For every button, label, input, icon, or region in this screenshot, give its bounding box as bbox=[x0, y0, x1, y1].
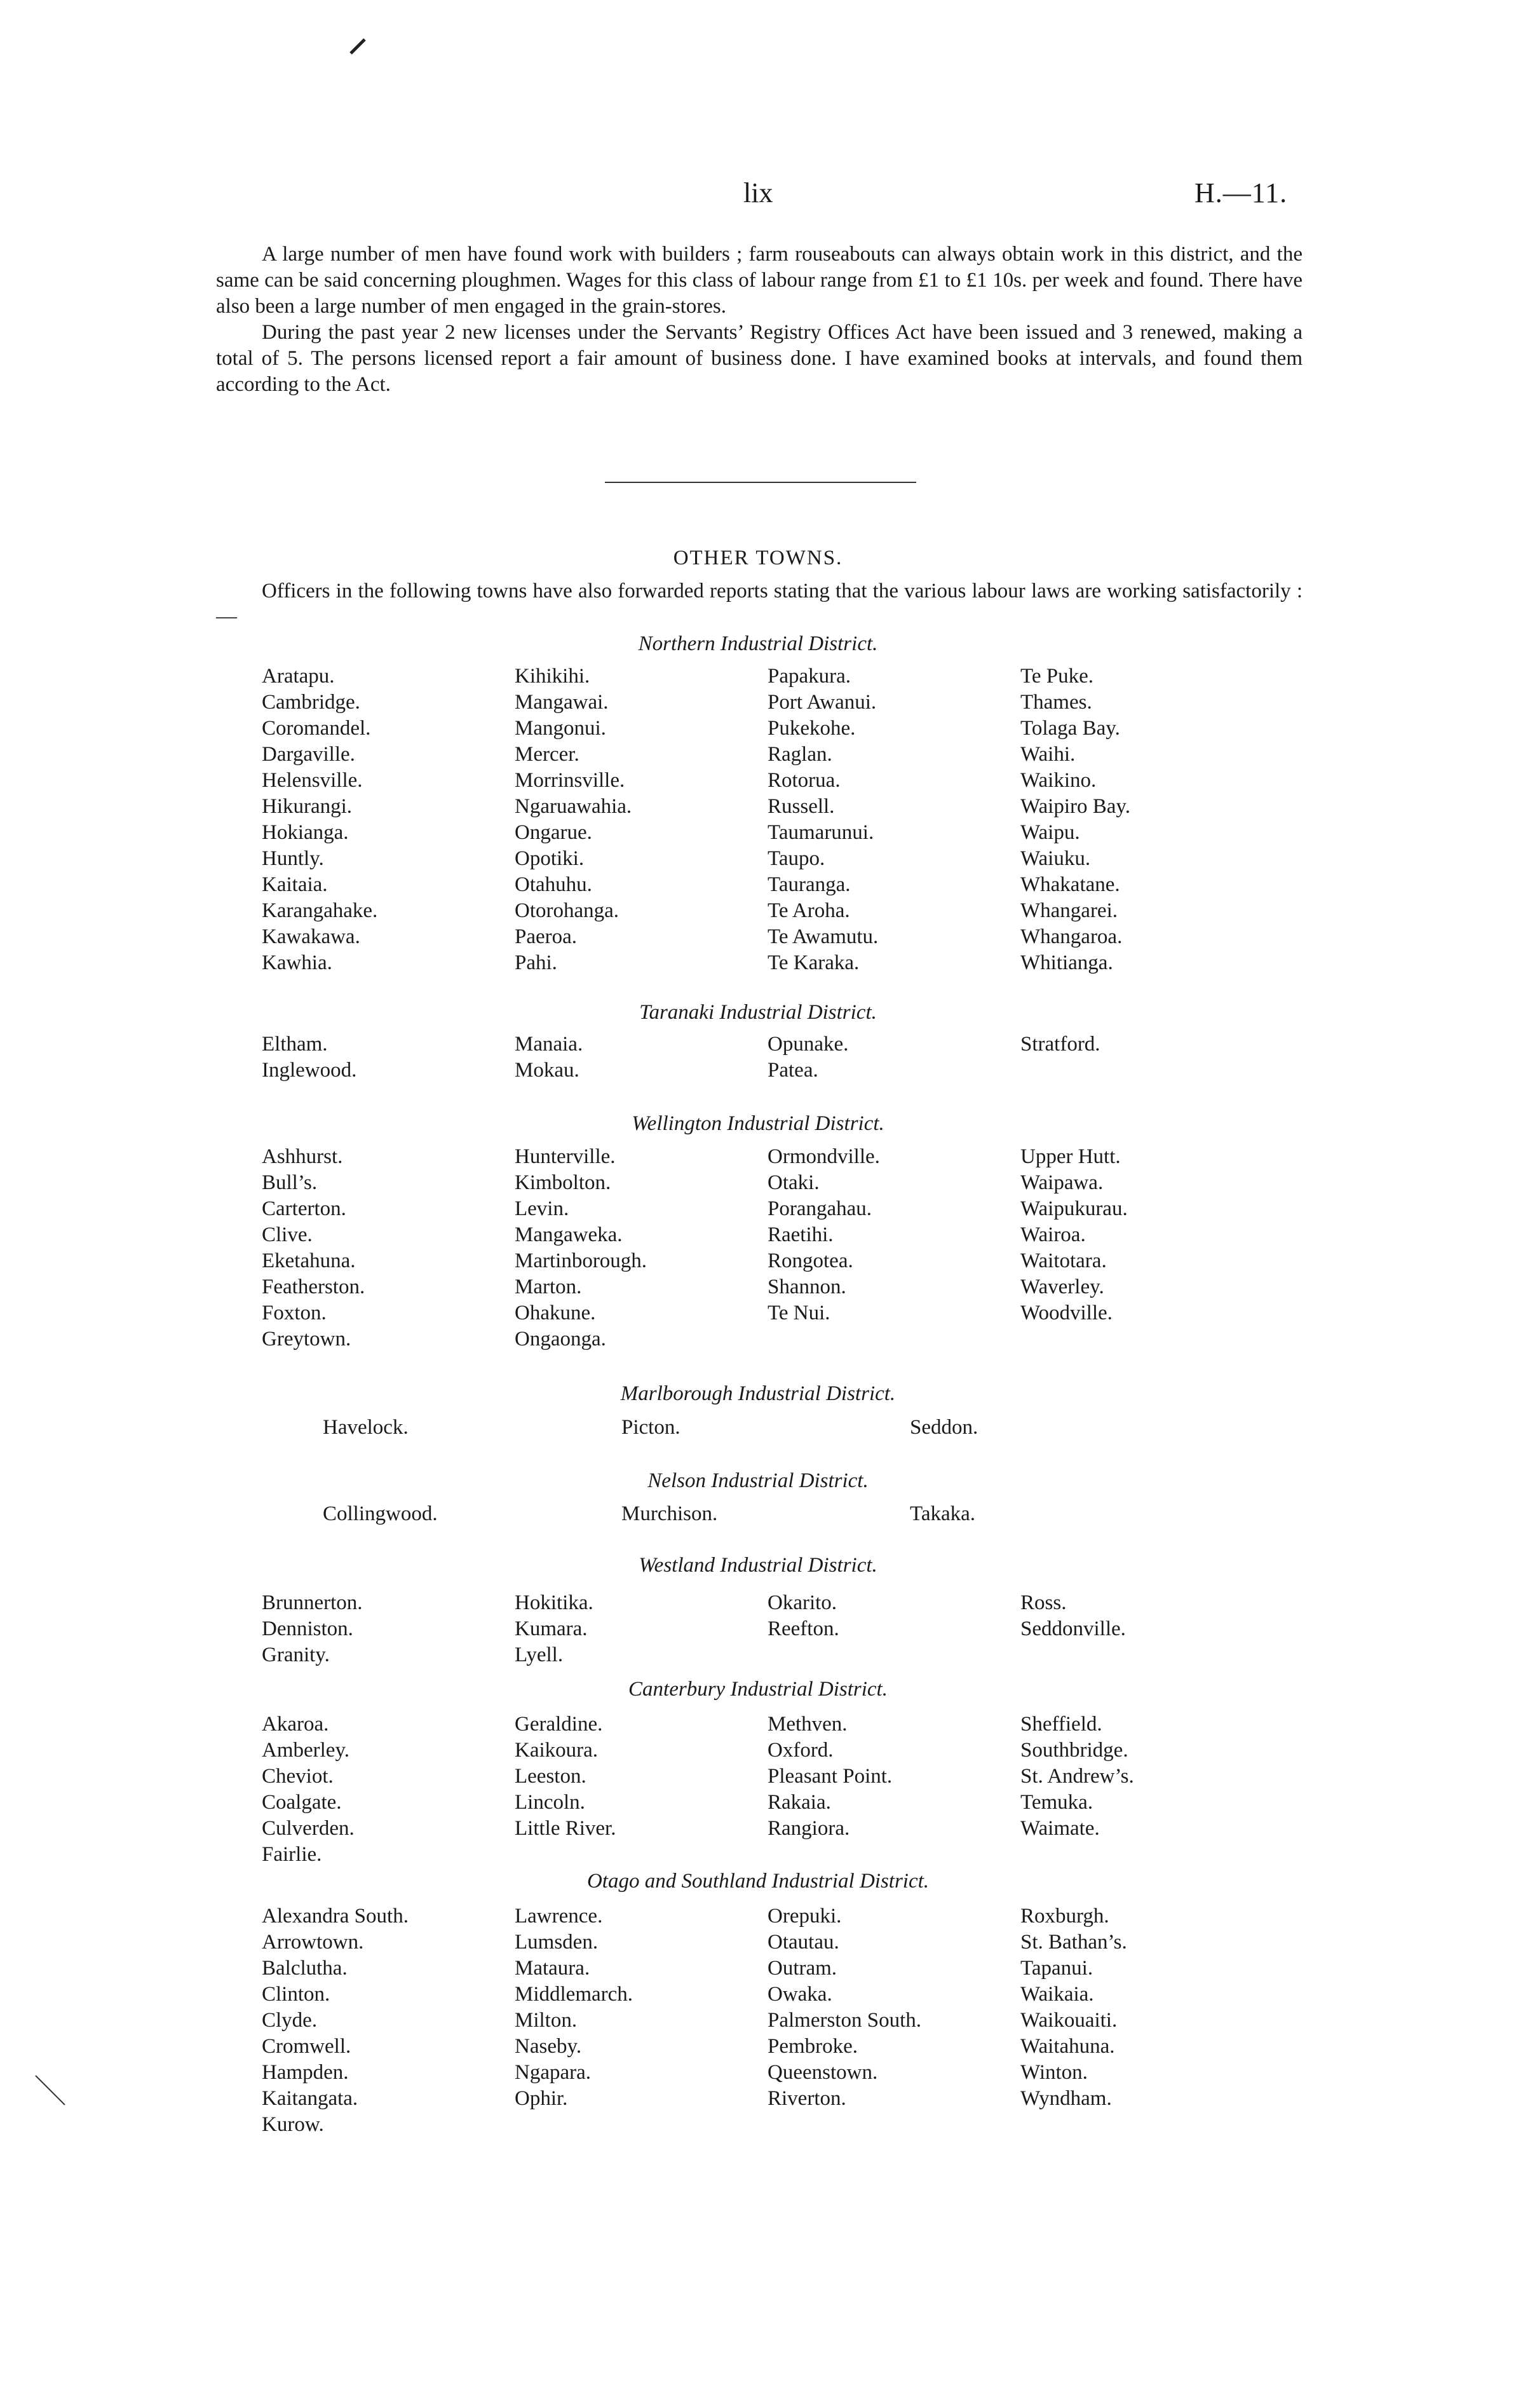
town-name: Helensville. bbox=[262, 769, 363, 792]
town-name: Lyell. bbox=[515, 1643, 564, 1666]
town-name: Levin. bbox=[515, 1197, 569, 1220]
town-name: Ross. bbox=[1020, 1591, 1067, 1614]
town-name: Balclutha. bbox=[262, 1957, 348, 1980]
town-name: Pahi. bbox=[515, 951, 557, 974]
town-name: Taupo. bbox=[768, 847, 825, 870]
town-name: St. Andrew’s. bbox=[1020, 1765, 1134, 1788]
town-name: Orepuki. bbox=[768, 1905, 842, 1928]
town-name: Milton. bbox=[515, 2009, 578, 2032]
town-name: Havelock. bbox=[323, 1416, 409, 1439]
town-name: Mangonui. bbox=[515, 717, 606, 740]
town-name: Clive. bbox=[262, 1223, 313, 1246]
town-name: Middlemarch. bbox=[515, 1983, 633, 2006]
town-name: Mokau. bbox=[515, 1059, 579, 1082]
town-name: Geraldine. bbox=[515, 1713, 603, 1736]
district-heading-wellington: Wellington Industrial District. bbox=[632, 1112, 884, 1135]
town-name: Ngaruawahia. bbox=[515, 795, 632, 818]
town-name: Alexandra South. bbox=[262, 1905, 409, 1928]
town-name: Coalgate. bbox=[262, 1791, 342, 1814]
town-name: Waikouaiti. bbox=[1020, 2009, 1118, 2032]
town-name: Otautau. bbox=[768, 1931, 839, 1954]
town-name: Hunterville. bbox=[515, 1145, 616, 1168]
town-name: Waitotara. bbox=[1020, 1249, 1107, 1272]
town-name: Waimate. bbox=[1020, 1817, 1100, 1840]
town-column bbox=[1020, 1903, 1262, 2112]
district-heading-canterbury: Canterbury Industrial District. bbox=[628, 1678, 888, 1701]
section-intro bbox=[216, 578, 1303, 629]
town-name: Cambridge. bbox=[262, 691, 360, 714]
town-name: Collingwood. bbox=[323, 1502, 438, 1525]
town-name: Te Nui. bbox=[768, 1302, 830, 1324]
town-column bbox=[515, 1903, 756, 2112]
document-reference: H.—11. bbox=[1195, 177, 1288, 208]
scan-mark-left bbox=[32, 2072, 70, 2110]
town-name: Pukekohe. bbox=[768, 717, 856, 740]
town-column bbox=[1020, 1144, 1262, 1326]
town-name: Whangarei. bbox=[1020, 899, 1118, 922]
town-column bbox=[515, 1031, 756, 1084]
town-name: Greytown. bbox=[262, 1328, 351, 1350]
section-divider bbox=[605, 482, 916, 483]
town-name: Waverley. bbox=[1020, 1275, 1104, 1298]
town-name: Cromwell. bbox=[262, 2035, 351, 2058]
town-name: Opotiki. bbox=[515, 847, 585, 870]
town-column bbox=[515, 663, 756, 976]
town-name: Reefton. bbox=[768, 1617, 839, 1640]
town-name: Otorohanga. bbox=[515, 899, 619, 922]
town-name: Lawrence. bbox=[515, 1905, 603, 1928]
town-column bbox=[768, 1144, 1009, 1326]
district-heading-westland: Westland Industrial District. bbox=[639, 1554, 877, 1577]
town-name: Martinborough. bbox=[515, 1249, 647, 1272]
town-name: Queenstown. bbox=[768, 2061, 878, 2084]
town-name: Te Aroha. bbox=[768, 899, 850, 922]
town-name: Sheffield. bbox=[1020, 1713, 1102, 1736]
body-text bbox=[216, 241, 1303, 398]
town-name: Lumsden. bbox=[515, 1931, 599, 1954]
town-column bbox=[515, 1144, 756, 1352]
town-name: Mangawai. bbox=[515, 691, 609, 714]
town-column bbox=[262, 663, 503, 976]
town-name: Rakaia. bbox=[768, 1791, 831, 1814]
town-name: Methven. bbox=[768, 1713, 848, 1736]
town-name: Inglewood. bbox=[262, 1059, 357, 1082]
town-name: Morrinsville. bbox=[515, 769, 625, 792]
town-name: Tolaga Bay. bbox=[1020, 717, 1120, 740]
town-name: Rotorua. bbox=[768, 769, 841, 792]
town-name: Okarito. bbox=[768, 1591, 837, 1614]
town-name: Clinton. bbox=[262, 1983, 330, 2006]
town-name: Tauranga. bbox=[768, 873, 851, 896]
town-name: Waiuku. bbox=[1020, 847, 1091, 870]
town-name: Stratford. bbox=[1020, 1033, 1100, 1056]
town-name: Kimbolton. bbox=[515, 1171, 611, 1194]
town-name: Huntly. bbox=[262, 847, 324, 870]
town-name: Whangaroa. bbox=[1020, 925, 1123, 948]
town-name: Aratapu. bbox=[262, 665, 335, 688]
town-name: Arrowtown. bbox=[262, 1931, 364, 1954]
town-name: Dargaville. bbox=[262, 743, 355, 766]
town-name: Patea. bbox=[768, 1059, 818, 1082]
town-name: Ongaonga. bbox=[515, 1328, 606, 1350]
town-name: Clyde. bbox=[262, 2009, 318, 2032]
town-name: St. Bathan’s. bbox=[1020, 1931, 1127, 1954]
town-name: Waipiro Bay. bbox=[1020, 795, 1130, 818]
town-name: Leeston. bbox=[515, 1765, 586, 1788]
town-name: Upper Hutt. bbox=[1020, 1145, 1121, 1168]
town-name: Foxton. bbox=[262, 1302, 327, 1324]
town-name: Bull’s. bbox=[262, 1171, 318, 1194]
town-name: Marton. bbox=[515, 1275, 582, 1298]
town-name: Takaka. bbox=[910, 1502, 976, 1525]
town-column bbox=[768, 1903, 1009, 2112]
town-name: Eltham. bbox=[262, 1033, 328, 1056]
town-name: Waihi. bbox=[1020, 743, 1076, 766]
town-name: Denniston. bbox=[262, 1617, 353, 1640]
town-name: Featherston. bbox=[262, 1275, 365, 1298]
town-name: Kawakawa. bbox=[262, 925, 360, 948]
town-name: Hokitika. bbox=[515, 1591, 593, 1614]
town-name: Porangahau. bbox=[768, 1197, 872, 1220]
town-name: Manaia. bbox=[515, 1033, 583, 1056]
town-name: Ongarue. bbox=[515, 821, 592, 844]
town-name: Woodville. bbox=[1020, 1302, 1113, 1324]
town-name: Mataura. bbox=[515, 1957, 590, 1980]
town-name: Waipawa. bbox=[1020, 1171, 1104, 1194]
town-name: Papakura. bbox=[768, 665, 851, 688]
town-name: Kaikoura. bbox=[515, 1739, 599, 1762]
town-name: Russell. bbox=[768, 795, 835, 818]
town-name: Seddonville. bbox=[1020, 1617, 1126, 1640]
town-name: Waikaia. bbox=[1020, 1983, 1094, 2006]
town-column bbox=[262, 1711, 503, 1868]
town-column bbox=[515, 1590, 756, 1668]
town-name: Kawhia. bbox=[262, 951, 332, 974]
town-name: Riverton. bbox=[768, 2087, 846, 2110]
town-name: Otaki. bbox=[768, 1171, 820, 1194]
town-column bbox=[262, 1144, 503, 1352]
town-name: Whakatane. bbox=[1020, 873, 1120, 896]
town-name: Picton. bbox=[621, 1416, 680, 1439]
town-name: Waikino. bbox=[1020, 769, 1097, 792]
town-name: Coromandel. bbox=[262, 717, 371, 740]
town-name: Ophir. bbox=[515, 2087, 568, 2110]
town-name: Pleasant Point. bbox=[768, 1765, 893, 1788]
town-name: Naseby. bbox=[515, 2035, 582, 2058]
scan-mark-top bbox=[348, 37, 367, 56]
town-name: Kurow. bbox=[262, 2113, 324, 2136]
town-name: Kaitangata. bbox=[262, 2087, 358, 2110]
town-name: Owaka. bbox=[768, 1983, 832, 2006]
town-name: Waipu. bbox=[1020, 821, 1080, 844]
town-name: Thames. bbox=[1020, 691, 1092, 714]
town-name: Ngapara. bbox=[515, 2061, 592, 2084]
town-column bbox=[262, 1590, 503, 1668]
town-name: Mercer. bbox=[515, 743, 579, 766]
town-name: Waitahuna. bbox=[1020, 2035, 1115, 2058]
town-name: Ormondville. bbox=[768, 1145, 880, 1168]
town-name: Southbridge. bbox=[1020, 1739, 1128, 1762]
town-name: Shannon. bbox=[768, 1275, 846, 1298]
town-column bbox=[768, 1590, 1009, 1642]
town-name: Brunnerton. bbox=[262, 1591, 363, 1614]
town-name: Hampden. bbox=[262, 2061, 349, 2084]
town-column bbox=[262, 1031, 503, 1084]
town-name: Hokianga. bbox=[262, 821, 349, 844]
town-name: Ashhurst. bbox=[262, 1145, 343, 1168]
town-column bbox=[1020, 1711, 1262, 1842]
town-name: Akaroa. bbox=[262, 1713, 329, 1736]
town-name: Roxburgh. bbox=[1020, 1905, 1109, 1928]
town-name: Granity. bbox=[262, 1643, 330, 1666]
town-name: Little River. bbox=[515, 1817, 616, 1840]
town-name: Kihikihi. bbox=[515, 665, 590, 688]
town-column bbox=[262, 1903, 503, 2138]
town-column bbox=[1020, 663, 1262, 976]
intro-text: Officers in the following towns have also forwarded reports stating that the various labour laws are working satisfactorily :— bbox=[216, 580, 1303, 628]
district-heading-nelson: Nelson Industrial District. bbox=[647, 1469, 869, 1492]
town-name: Otahuhu. bbox=[515, 873, 592, 896]
town-name: Hikurangi. bbox=[262, 795, 353, 818]
town-name: Oxford. bbox=[768, 1739, 834, 1762]
town-name: Lincoln. bbox=[515, 1791, 585, 1814]
town-name: Cheviot. bbox=[262, 1765, 334, 1788]
district-heading-otago-southland: Otago and Southland Industrial District. bbox=[586, 1870, 930, 1893]
town-name: Palmerston South. bbox=[768, 2009, 922, 2032]
town-name: Opunake. bbox=[768, 1033, 849, 1056]
town-name: Taumarunui. bbox=[768, 821, 874, 844]
town-name: Outram. bbox=[768, 1957, 837, 1980]
page-number: lix bbox=[743, 177, 773, 208]
town-name: Kumara. bbox=[515, 1617, 588, 1640]
town-name: Te Awamutu. bbox=[768, 925, 879, 948]
town-name: Culverden. bbox=[262, 1817, 355, 1840]
town-name: Ohakune. bbox=[515, 1302, 596, 1324]
town-name: Fairlie. bbox=[262, 1843, 322, 1866]
town-name: Raglan. bbox=[768, 743, 832, 766]
town-name: Winton. bbox=[1020, 2061, 1088, 2084]
town-column bbox=[1020, 1590, 1262, 1642]
town-column bbox=[515, 1711, 756, 1842]
town-name: Murchison. bbox=[621, 1502, 718, 1525]
town-name: Wyndham. bbox=[1020, 2087, 1112, 2110]
town-name: Raetihi. bbox=[768, 1223, 834, 1246]
district-heading-northern: Northern Industrial District. bbox=[638, 632, 878, 655]
paragraph: A large number of men have found work with builders ; farm rouseabouts can always obtain work in this district, and the same can be said concerning ploughmen. Wages for this class of labour range from £1 to £1 10s. per week and found. There have also been a large number of men engaged in the grain-stores. bbox=[216, 243, 1303, 318]
district-heading-marlborough: Marlborough Industrial District. bbox=[620, 1382, 896, 1405]
town-name: Karangahake. bbox=[262, 899, 378, 922]
town-name: Rangiora. bbox=[768, 1817, 850, 1840]
town-name: Pembroke. bbox=[768, 2035, 858, 2058]
town-name: Port Awanui. bbox=[768, 691, 877, 714]
town-name: Amberley. bbox=[262, 1739, 350, 1762]
town-name: Whitianga. bbox=[1020, 951, 1113, 974]
town-column bbox=[768, 1711, 1009, 1842]
town-name: Paeroa. bbox=[515, 925, 578, 948]
town-name: Mangaweka. bbox=[515, 1223, 623, 1246]
town-name: Kaitaia. bbox=[262, 873, 328, 896]
paragraph: During the past year 2 new licenses under the Servants’ Registry Offices Act have been issued and 3 renewed, making a total of 5. The persons licensed report a fair amount of business done. I have examined books at intervals, and found them according to the Act. bbox=[216, 321, 1303, 396]
town-name: Eketahuna. bbox=[262, 1249, 356, 1272]
town-name: Seddon. bbox=[910, 1416, 978, 1439]
section-title: OTHER TOWNS. bbox=[673, 547, 843, 569]
town-name: Waipukurau. bbox=[1020, 1197, 1128, 1220]
town-name: Rongotea. bbox=[768, 1249, 853, 1272]
town-name: Tapanui. bbox=[1020, 1957, 1093, 1980]
district-heading-taranaki: Taranaki Industrial District. bbox=[639, 1001, 877, 1024]
town-column bbox=[768, 1031, 1009, 1084]
town-name: Wairoa. bbox=[1020, 1223, 1086, 1246]
town-name: Te Karaka. bbox=[768, 951, 860, 974]
town-column bbox=[768, 663, 1009, 976]
town-name: Carterton. bbox=[262, 1197, 346, 1220]
town-name: Temuka. bbox=[1020, 1791, 1093, 1814]
town-name: Te Puke. bbox=[1020, 665, 1094, 688]
town-column bbox=[1020, 1031, 1262, 1058]
